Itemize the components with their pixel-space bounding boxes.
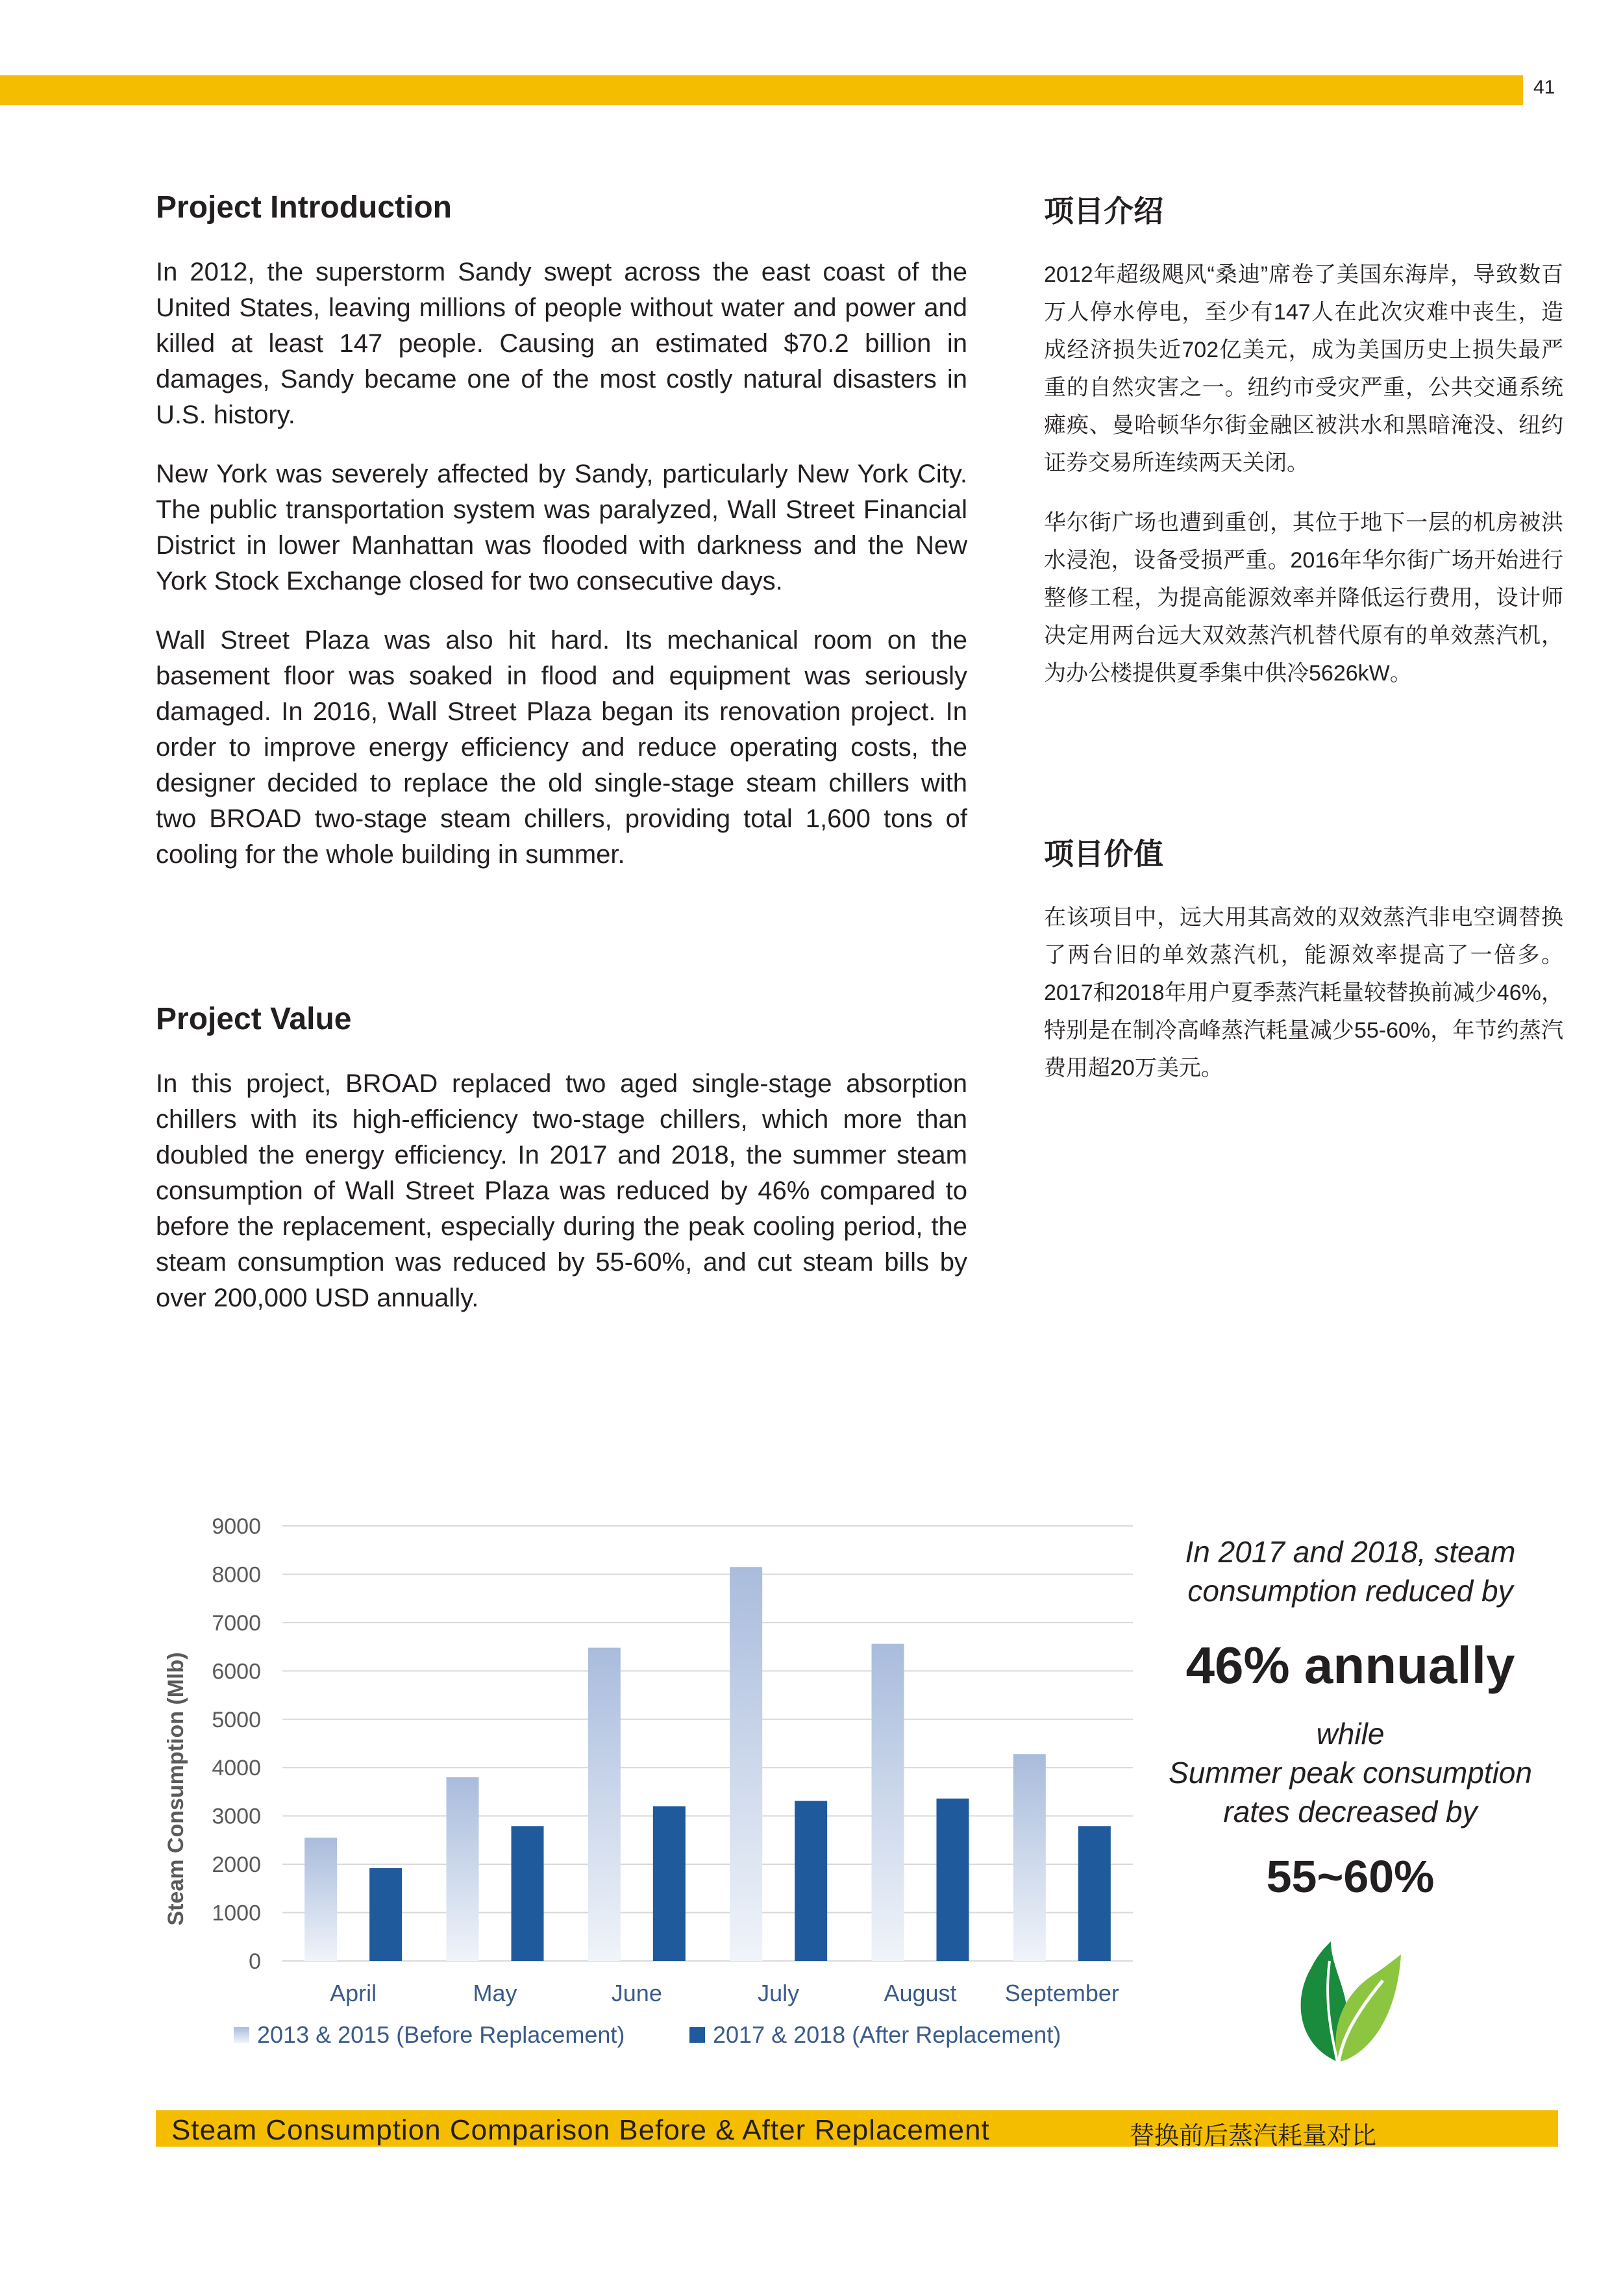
intro-paragraph: New York was severely affected by Sandy, particularly New York City. The public transportation system was paralyzed, Wall Street Financial District in lower Manhattan was flooded with darkness and the New York Stock Exchange closed for two consecutive days.: [156, 460, 967, 595]
chart-y-tick-label: 2000: [212, 1853, 261, 1878]
english-intro-section: [156, 192, 967, 223]
steam-consumption-chart: [149, 1506, 1162, 2058]
chart-bar-before: [872, 1644, 904, 1961]
chart-legend-swatch: [689, 2027, 705, 2043]
chart-x-tick-label: August: [884, 1980, 957, 2006]
leaf-icon: [1292, 1941, 1402, 2065]
caption-chinese: 替换前后蒸汽耗量对比: [1130, 2123, 1377, 2150]
chart-x-ticks: [330, 1980, 1119, 2006]
chart-y-tick-label: 0: [249, 1949, 261, 1974]
intro-paragraph-cn: 2012年超级飓风“桑迪”席卷了美国东海岸，导致数百万人停水停电，至少有147人在此次灾难中丧生，造成经济损失近702亿美元，成为美国历史上损失最严重的自然灾害之一。纽约市受灾严重，公共交通系统瘫痪、曼哈顿华尔街金融区被洪水和黑暗淹没、纽约证券交易所连续两天关闭。: [1044, 262, 1563, 475]
chart-y-ticks: [212, 1514, 261, 1974]
chinese-intro-body: [1044, 256, 1563, 714]
chart-y-tick-label: 6000: [212, 1659, 261, 1684]
callout-peak-reduction: 55~60%: [1266, 1851, 1435, 1902]
callout-line: In 2017 and 2018, steam: [1185, 1535, 1516, 1569]
value-paragraph: In this project, BROAD replaced two aged single-stage absorption chillers with its high-efficiency two-stage chillers, which more than doubled the energy efficiency. In 2017 and 2018, the summer steam consumption of Wall Street Plaza was reduced by 46% compared to before the replacement, especially during the peak cooling period, the steam consumption was reduced by 55-60%, and cut steam bills by over 200,000 USD annually.: [156, 1069, 967, 1312]
intro-paragraph: Wall Street Plaza was also hit hard. Its mechanical room on the basement floor was soaked in flood and equipment was seriously damaged. In 2016, Wall Street Plaza began its renovation project. In order to improve energy efficiency and reduce operating costs, the designer decided to replace the old single-stage steam chillers with two BROAD two-stage steam chillers, providing total 1,600 tons of cooling for the whole building in summer.: [156, 626, 967, 869]
chart-legend-label: 2013 & 2015 (Before Replacement): [257, 2021, 625, 2048]
chart-y-tick-label: 4000: [212, 1756, 261, 1781]
english-intro-body: [156, 255, 967, 896]
chinese-value-body: [1044, 899, 1563, 1109]
callout-line: Summer peak consumption: [1169, 1756, 1532, 1790]
chart-bar-after: [512, 1826, 544, 1961]
intro-paragraph-cn: 华尔街广场也遭到重创，其位于地下一层的机房被洪水浸泡，设备受损严重。2016年华尔街广场开始进行整修工程，为提高能源效率并降低运行费用，设计师决定用两台远大双效蒸汽机替代原有的单效蒸汽机，为办公楼提供夏季集中供冷5626kW。: [1044, 510, 1563, 686]
chart-y-tick-label: 1000: [212, 1901, 261, 1926]
chinese-intro-section: [1044, 196, 1563, 226]
chart-x-tick-label: September: [1004, 1980, 1119, 2006]
chart-y-tick-label: 7000: [212, 1610, 261, 1636]
chart-y-tick-label: 9000: [212, 1514, 261, 1539]
callout-line: rates decreased by: [1223, 1795, 1478, 1828]
chart-y-tick-label: 3000: [212, 1804, 261, 1829]
chart-x-tick-label: May: [473, 1980, 517, 2006]
project-introduction-heading-cn: 项目介绍: [1044, 194, 1163, 228]
caption-english: Steam Consumption Comparison Before & After Replacement: [171, 2114, 990, 2146]
chart-bar-after: [653, 1806, 686, 1961]
savings-callout: [1149, 1532, 1552, 1909]
page-number: 41: [1533, 77, 1555, 98]
chart-y-axis-label: Steam Consumption (Mlb): [164, 1652, 188, 1926]
chart-svg: [149, 1506, 1162, 2058]
callout-line: consumption reduced by: [1187, 1574, 1513, 1608]
chart-bar-after: [369, 1868, 402, 1961]
chinese-value-section: [1044, 839, 1563, 869]
header-accent-bar: [0, 75, 1521, 105]
chart-bar-before: [447, 1777, 479, 1961]
english-value-body: [156, 1066, 967, 1340]
chart-gridlines: [282, 1526, 1133, 1961]
project-value-heading: Project Value: [156, 1002, 352, 1036]
chart-bar-before: [1013, 1754, 1046, 1961]
project-introduction-heading: Project Introduction: [156, 190, 452, 225]
project-value-heading-cn: 项目价值: [1044, 837, 1163, 871]
chart-y-tick-label: 8000: [212, 1562, 261, 1588]
chart-y-tick-label: 5000: [212, 1707, 261, 1732]
callout-line: while: [1316, 1717, 1385, 1751]
chart-bar-before: [304, 1838, 337, 1961]
chart-caption-bar: [156, 2110, 1558, 2150]
chart-legend: [234, 2021, 1061, 2048]
english-value-section: [156, 1004, 967, 1035]
value-paragraph-cn: 在该项目中，远大用其高效的双效蒸汽非电空调替换了两台旧的单效蒸汽机，能源效率提高了一倍多。2017和2018年用户夏季蒸汽耗量较替换前减少46%，特别是在制冷高峰蒸汽耗量减少55-60%，年节约蒸汽费用超20万美元。: [1044, 905, 1563, 1080]
chart-x-tick-label: July: [758, 1980, 800, 2006]
chart-x-tick-label: April: [330, 1980, 377, 2006]
chart-bar-after: [937, 1799, 969, 1961]
chart-bar-after: [795, 1801, 827, 1961]
chart-bar-before: [730, 1567, 762, 1961]
chart-x-tick-label: June: [611, 1980, 662, 2006]
chart-legend-label: 2017 & 2018 (After Replacement): [713, 2021, 1061, 2048]
page-number-rule: [1521, 75, 1523, 105]
callout-annual-reduction: 46% annually: [1185, 1636, 1515, 1694]
intro-paragraph: In 2012, the superstorm Sandy swept across the east coast of the United States, leaving millions of people without water and power and killed at least 147 people. Causing an estimated $70.2 billion in damages, Sandy became one of the most costly natural disasters in U.S. history.: [156, 258, 967, 429]
chart-bars: [304, 1567, 1111, 1961]
chart-bar-after: [1078, 1826, 1111, 1961]
chart-bar-before: [588, 1648, 621, 1961]
chart-legend-swatch: [234, 2027, 249, 2043]
